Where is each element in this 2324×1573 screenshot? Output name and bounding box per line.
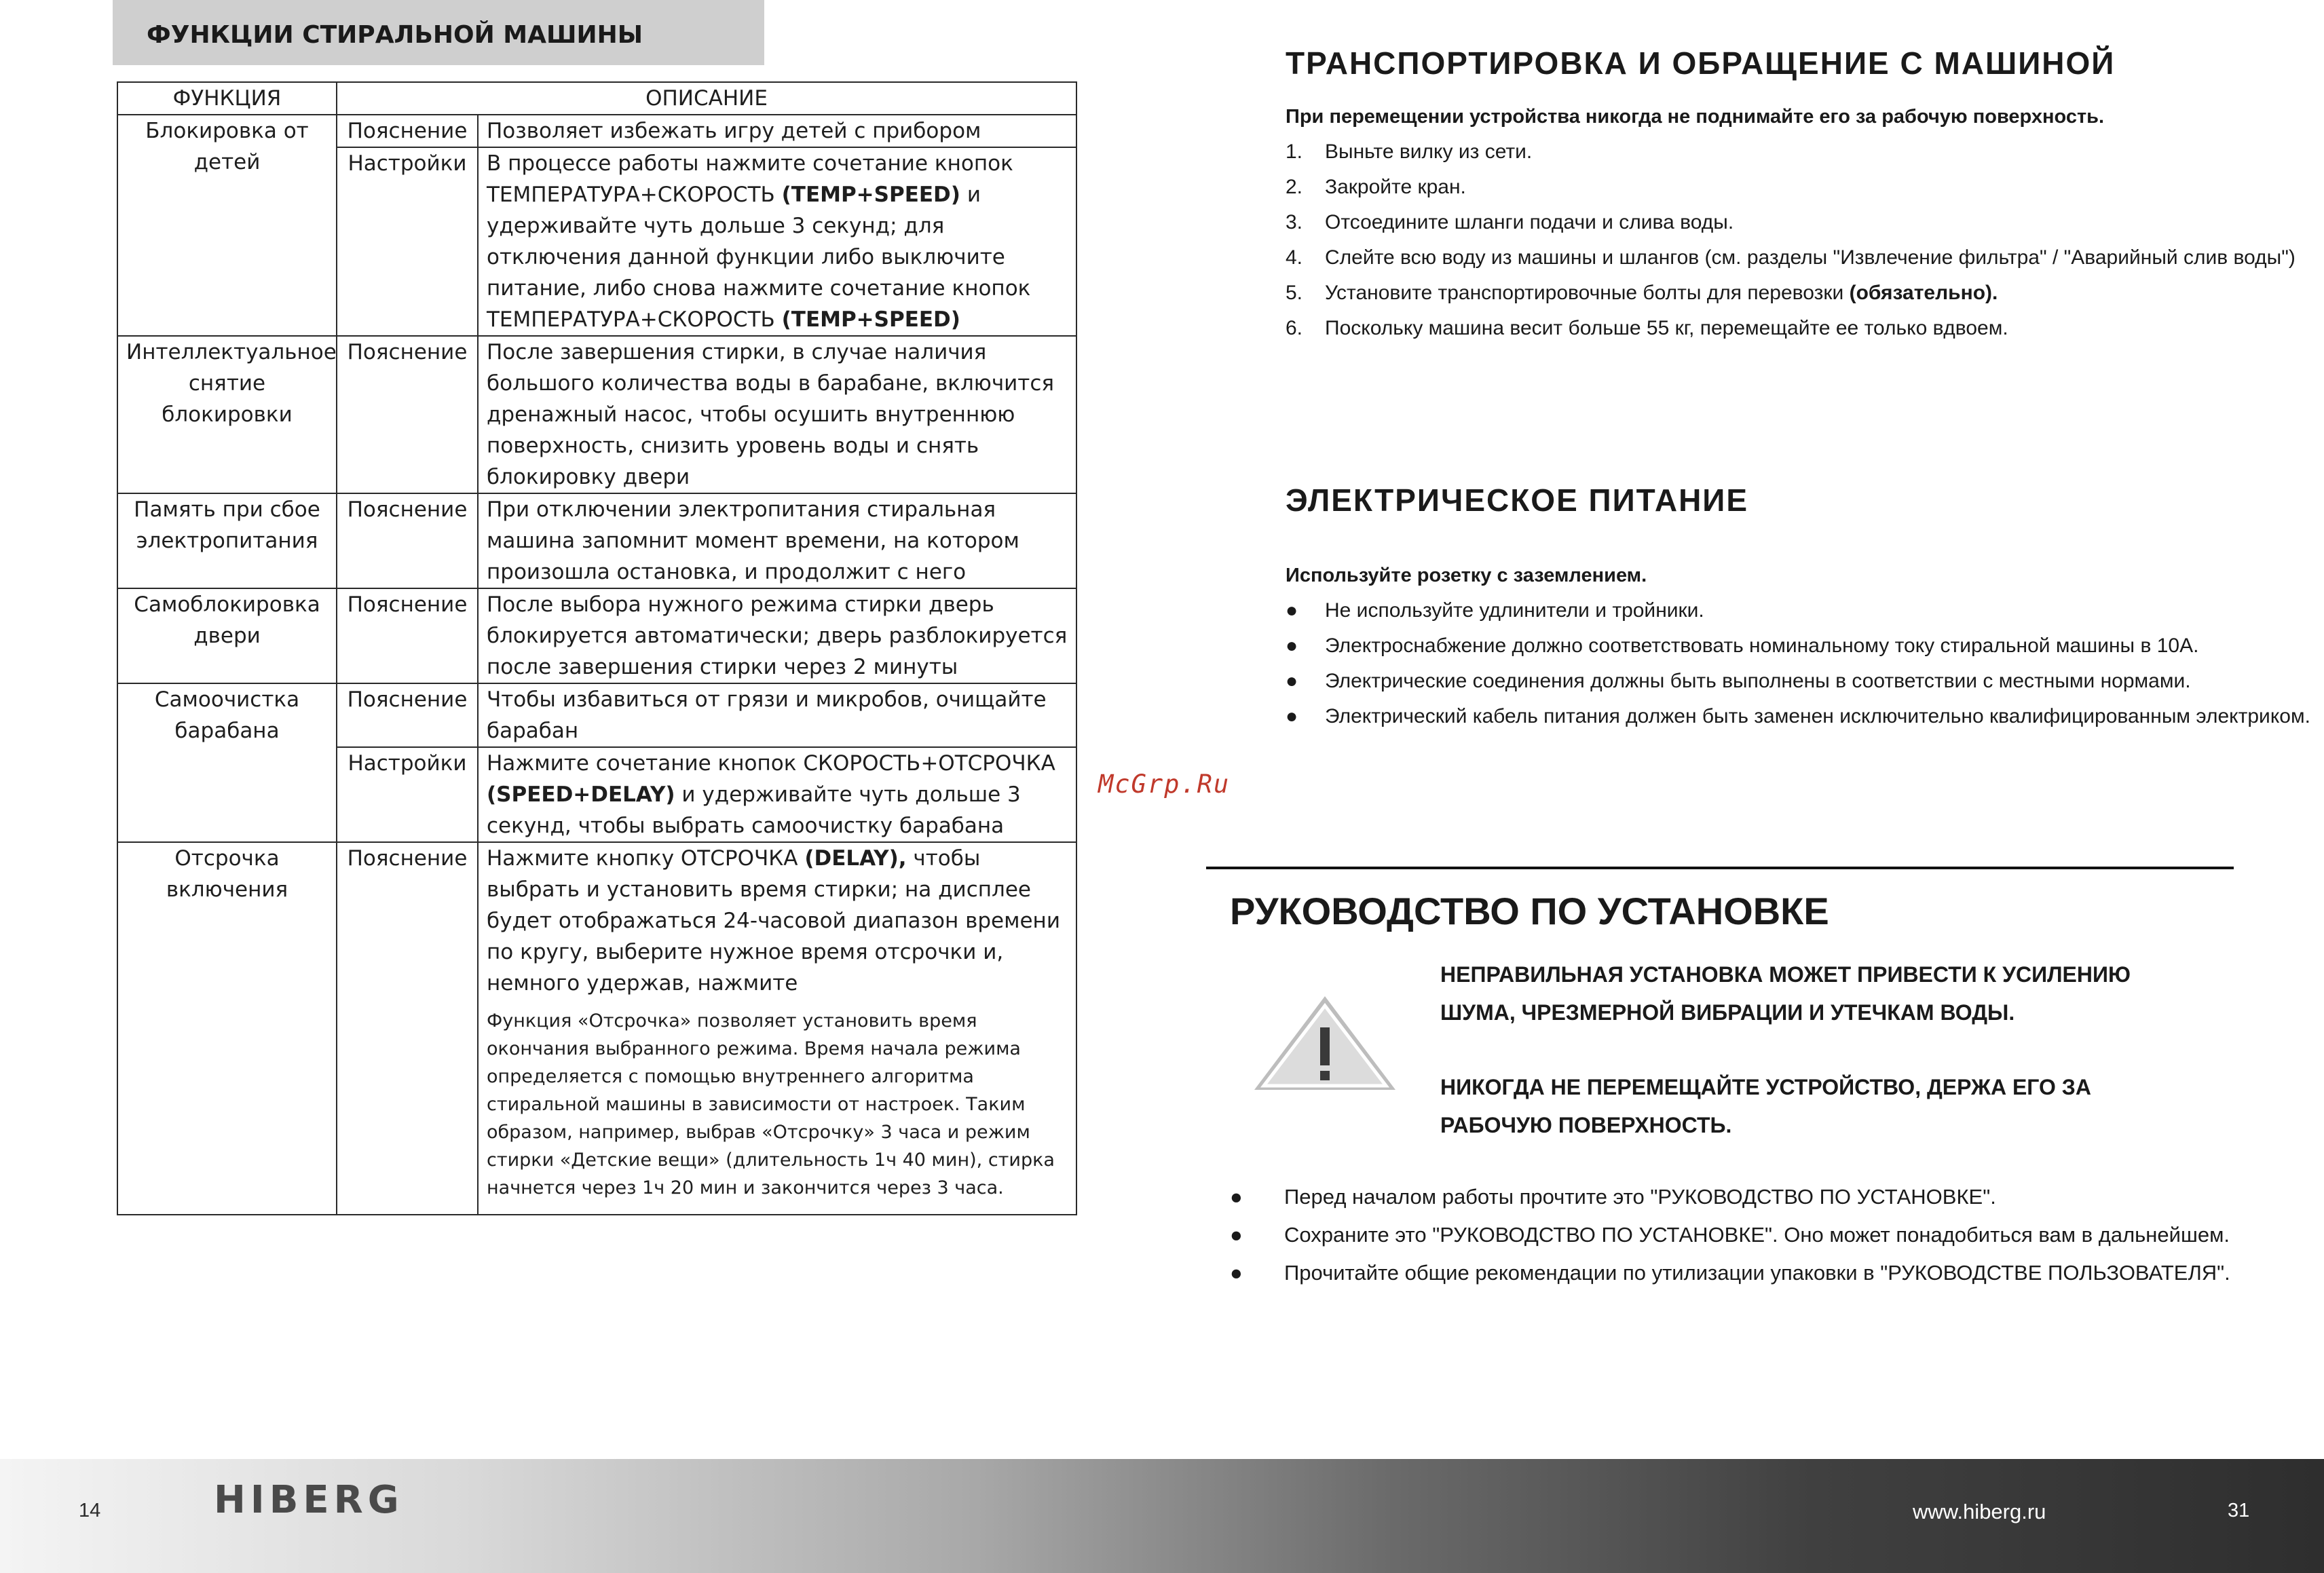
function-name: Самоблокировка двери: [117, 588, 337, 683]
list-item: ● Сохраните это "РУКОВОДСТВО ПО УСТАНОВКЕ". Оно может понадобиться вам в дальнейшем.: [1230, 1223, 2230, 1247]
transport-subtitle: При перемещении устройства никогда не поднимайте его за рабочую поверхность.: [1286, 106, 2105, 128]
entry-text: Позволяет избежать игру детей с прибором: [478, 115, 1076, 147]
entry-kind: Пояснение: [337, 115, 478, 147]
entry-kind: Пояснение: [337, 842, 478, 1215]
entry-text: Чтобы избавиться от грязи и микробов, очищайте барабан: [478, 683, 1076, 747]
list-item: 5. Установите транспортировочные болты для перевозки (обязательно).: [1286, 282, 1998, 304]
entry-text: В процессе работы нажмите сочетание кнопок ТЕМПЕРАТУРА+СКОРОСТЬ (TEMP+SPEED) и удерживайте чуть дольше 3 секунд; для отключения данной функции либо выключите питание, либо снова нажмите сочетание кнопок ТЕМПЕРАТУРА+СКОРОСТЬ (TEMP+SPEED): [478, 147, 1076, 336]
page-number-left: 14: [79, 1500, 101, 1521]
list-item: ● Электрический кабель питания должен быть заменен исключительно квалифицированным электриком.: [1286, 705, 2310, 727]
entry-kind: Настройки: [337, 147, 478, 336]
warning-text-2: НИКОГДА НЕ ПЕРЕМЕЩАЙТЕ УСТРОЙСТВО, ДЕРЖА ЕГО ЗА РАБОЧУЮ ПОВЕРХНОСТЬ.: [1440, 1075, 2091, 1137]
header-description: ОПИСАНИЕ: [337, 82, 1076, 115]
list-item: 6. Поскольку машина весит больше 55 кг, перемещайте ее только вдвоем.: [1286, 317, 2008, 339]
power-list: [1286, 593, 2310, 734]
warning-triangle-icon: [1250, 992, 1400, 1094]
function-name: Интеллектуальное снятие блокировки: [117, 336, 337, 493]
install-list: [1230, 1178, 2230, 1292]
entry-text: Нажмите кнопку ОТСРОЧКА (DELAY), чтобы выбрать и установить время стирки; на дисплее будет отображаться 24-часовой диапазон времени по кругу, выберите нужное время отсрочки и, немного удержав, нажмите Функция «Отсрочка» позволяет установить время окончания выбранного режима. Время начала режима определяется с помощью внутреннего алгоритма стиральной машины в зависимости от настроек. Таким образом, например, выбрав «Отсрочку» 3 часа и режим стирки «Детские вещи» (длительность 1ч 40 мин), стирка начнется через 1ч 20 мин и закончится через 3 часа.: [478, 842, 1076, 1215]
website-url: www.hiberg.ru: [1913, 1500, 2046, 1523]
entry-text: Нажмите сочетание кнопок СКОРОСТЬ+ОТСРОЧКА (SPEED+DELAY) и удерживайте чуть дольше 3 секунд, чтобы выбрать самоочистку барабана: [478, 747, 1076, 842]
entry-kind: Пояснение: [337, 588, 478, 683]
list-item: 2. Закройте кран.: [1286, 176, 1466, 198]
function-name: Отсрочка включения: [117, 842, 337, 1215]
table-row: [117, 493, 1076, 588]
list-item: ● Электроснабжение должно соответствовать номинальному току стиральной машины в 10А.: [1286, 634, 2199, 657]
page-number-right: 31: [2228, 1500, 2250, 1521]
entry-kind: Пояснение: [337, 493, 478, 588]
function-name: Память при сбое электропитания: [117, 493, 337, 588]
function-name: Самоочистка барабана: [117, 683, 337, 842]
list-item: ● Перед началом работы прочтите это "РУКОВОДСТВО ПО УСТАНОВКЕ".: [1230, 1185, 1996, 1209]
table-row: [117, 683, 1076, 747]
list-item: 3. Отсоедините шланги подачи и слива воды.: [1286, 211, 1734, 233]
list-item: ● Электрические соединения должны быть выполнены в соответствии с местными нормами.: [1286, 670, 2191, 692]
transport-steps: [1286, 134, 2295, 346]
entry-kind: Пояснение: [337, 683, 478, 747]
brand-logo: HIBERG: [214, 1478, 404, 1522]
entry-text: После выбора нужного режима стирки дверь блокируется автоматически; дверь разблокируется после завершения стирки через 2 минуты: [478, 588, 1076, 683]
transport-title: ТРАНСПОРТИРОВКА И ОБРАЩЕНИЕ С МАШИНОЙ: [1286, 45, 2116, 81]
entry-kind: Настройки: [337, 747, 478, 842]
list-item: ● Не используйте удлинители и тройники.: [1286, 599, 1704, 622]
left-page: [0, 0, 1162, 1459]
list-item: 1. Выньте вилку из сети.: [1286, 140, 1533, 163]
watermark: McGrp.Ru: [1098, 770, 1231, 799]
install-title: РУКОВОДСТВО ПО УСТАНОВКЕ: [1230, 890, 1829, 932]
entry-text: После завершения стирки, в случае наличия большого количества воды в барабане, включится дренажный насос, чтобы осушить внутреннюю поверхность, снизить уровень воды и снять блокировку двери: [478, 336, 1076, 493]
header-function: ФУНКЦИЯ: [117, 82, 337, 115]
right-page: [1162, 0, 2324, 1459]
list-item: ● Прочитайте общие рекомендации по утилизации упаковки в "РУКОВОДСТВЕ ПОЛЬЗОВАТЕЛЯ".: [1230, 1261, 2230, 1285]
entry-kind: Пояснение: [337, 336, 478, 493]
table-header-row: [117, 82, 1076, 115]
table-row: [117, 115, 1076, 147]
table-row: [117, 588, 1076, 683]
list-item: 4. Слейте всю воду из машины и шлангов (см. разделы "Извлечение фильтра" / "Аварийный слив воды"): [1286, 246, 2295, 269]
section-title: ФУНКЦИИ СТИРАЛЬНОЙ МАШИНЫ: [113, 0, 764, 65]
footer: [0, 1459, 2324, 1573]
delay-note: Функция «Отсрочка» позволяет установить время окончания выбранного режима. Время начала режима определяется с помощью внутреннего алгоритма стиральной машины в зависимости от настроек. Таким образом, например, выбрав «Отсрочку» 3 часа и режим стирки «Детские вещи» (длительность 1ч 40 мин), стирка начнется через 1ч 20 мин и закончится через 3 часа.: [487, 1010, 1055, 1198]
warning-text-1: НЕПРАВИЛЬНАЯ УСТАНОВКА МОЖЕТ ПРИВЕСТИ К УСИЛЕНИЮ ШУМА, ЧРЕЗМЕРНОЙ ВИБРАЦИИ И УТЕЧКАМ ВОДЫ.: [1440, 962, 2131, 1025]
entry-text: При отключении электропитания стиральная машина запомнит момент времени, на котором произошла остановка, и продолжит с него: [478, 493, 1076, 588]
power-title: ЭЛЕКТРИЧЕСКОЕ ПИТАНИЕ: [1286, 482, 1749, 518]
function-name: Блокировка от детей: [117, 115, 337, 336]
functions-table: [117, 81, 1077, 1215]
section-divider: [1206, 867, 2234, 869]
table-row: [117, 336, 1076, 493]
table-row: [117, 842, 1076, 1215]
power-subtitle: Используйте розетку с заземлением.: [1286, 565, 1647, 586]
